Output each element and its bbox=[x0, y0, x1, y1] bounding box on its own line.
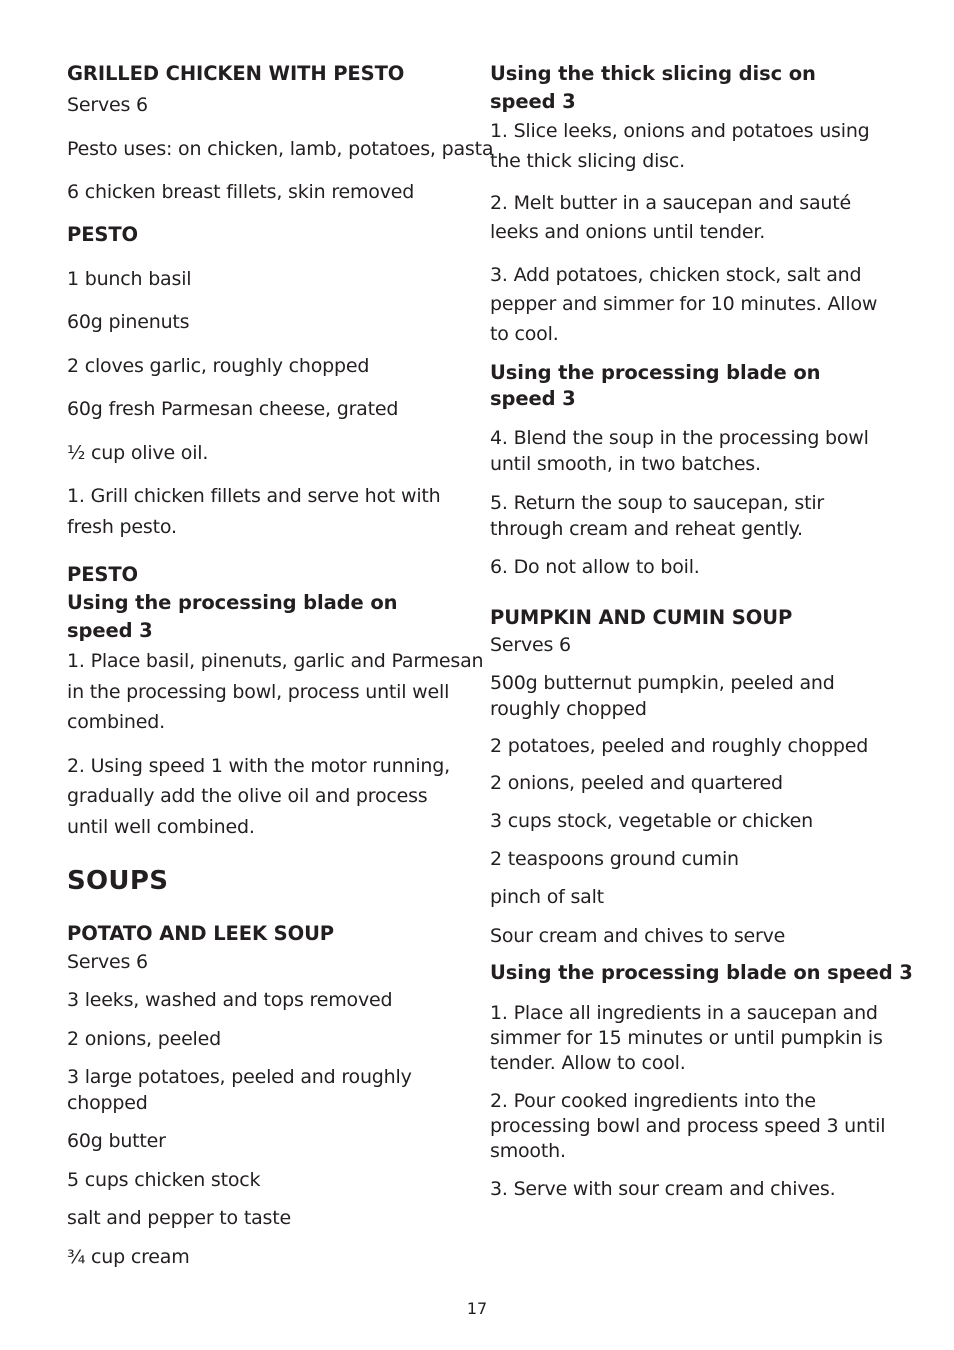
method-subheading: Using the processing blade on bbox=[67, 591, 398, 614]
method-step: through cream and reheat gently. bbox=[490, 518, 803, 540]
serves-text: Serves 6 bbox=[67, 951, 148, 973]
method-step: 1. Place basil, pinenuts, garlic and Parmesan bbox=[67, 650, 484, 672]
ingredient-line: pinch of salt bbox=[490, 886, 604, 908]
method-step: 4. Blend the soup in the processing bowl bbox=[490, 427, 869, 449]
ingredient-line: ¾ cup cream bbox=[67, 1246, 190, 1268]
method-step: until smooth, in two batches. bbox=[490, 453, 761, 475]
method-step: 1. Slice leeks, onions and potatoes using bbox=[490, 120, 870, 142]
method-subheading: speed 3 bbox=[490, 387, 576, 410]
method-step: 3. Serve with sour cream and chives. bbox=[490, 1178, 836, 1200]
ingredient-line: 2 potatoes, peeled and roughly chopped bbox=[490, 735, 869, 757]
method-step: combined. bbox=[67, 711, 165, 733]
method-step: 1. Place all ingredients in a saucepan and bbox=[490, 1002, 878, 1024]
ingredient-line: 500g butternut pumpkin, peeled and bbox=[490, 672, 835, 694]
ingredient-line: 2 onions, peeled bbox=[67, 1028, 221, 1050]
ingredient-line: ½ cup olive oil. bbox=[67, 442, 209, 464]
serves-text: Serves 6 bbox=[490, 634, 571, 656]
ingredient-line: Sour cream and chives to serve bbox=[490, 925, 786, 947]
method-step: fresh pesto. bbox=[67, 516, 177, 538]
method-step: tender. Allow to cool. bbox=[490, 1052, 686, 1074]
ingredient-line: 3 large potatoes, peeled and roughly bbox=[67, 1066, 412, 1088]
method-step: 2. Using speed 1 with the motor running, bbox=[67, 755, 450, 777]
method-step: 2. Pour cooked ingredients into the bbox=[490, 1090, 816, 1112]
pesto-uses-text: Pesto uses: on chicken, lamb, potatoes, pasta bbox=[67, 138, 494, 160]
method-step: pepper and simmer for 10 minutes. Allow bbox=[490, 293, 878, 315]
method-step: in the processing bowl, process until well bbox=[67, 681, 450, 703]
ingredient-line: 3 leeks, washed and tops removed bbox=[67, 989, 393, 1011]
method-subheading: speed 3 bbox=[490, 90, 576, 113]
method-step: gradually add the olive oil and process bbox=[67, 785, 428, 807]
ingredient-line: 2 onions, peeled and quartered bbox=[490, 772, 783, 794]
ingredient-line: chopped bbox=[67, 1092, 148, 1114]
method-step: until well combined. bbox=[67, 816, 255, 838]
ingredient-line: 1 bunch basil bbox=[67, 268, 192, 290]
ingredient-line: 60g pinenuts bbox=[67, 311, 190, 333]
ingredient-line: 2 cloves garlic, roughly chopped bbox=[67, 355, 370, 377]
recipe-title-potato-leek: POTATO AND LEEK SOUP bbox=[67, 922, 335, 945]
method-subheading: Using the thick slicing disc on bbox=[490, 62, 816, 85]
recipe-title-grilled-chicken: GRILLED CHICKEN WITH PESTO bbox=[67, 62, 405, 85]
page-number: 17 bbox=[466, 1299, 488, 1318]
method-step: 1. Grill chicken fillets and serve hot with bbox=[67, 485, 441, 507]
method-step: to cool. bbox=[490, 323, 559, 345]
recipe-title-pumpkin-cumin: PUMPKIN AND CUMIN SOUP bbox=[490, 606, 793, 629]
ingredient-line: 5 cups chicken stock bbox=[67, 1169, 261, 1191]
ingredient-line: roughly chopped bbox=[490, 698, 647, 720]
method-step: 2. Melt butter in a saucepan and sauté bbox=[490, 192, 852, 214]
method-step: 3. Add potatoes, chicken stock, salt and bbox=[490, 264, 862, 286]
section-title-pesto-method: PESTO bbox=[67, 563, 139, 586]
ingredient-line: 6 chicken breast fillets, skin removed bbox=[67, 181, 415, 203]
method-step: leeks and onions until tender. bbox=[490, 221, 766, 243]
ingredient-line: salt and pepper to taste bbox=[67, 1207, 291, 1229]
ingredient-line: 2 teaspoons ground cumin bbox=[490, 848, 739, 870]
method-step: processing bowl and process speed 3 until bbox=[490, 1115, 886, 1137]
method-step: 5. Return the soup to saucepan, stir bbox=[490, 492, 825, 514]
serves-text: Serves 6 bbox=[67, 94, 148, 116]
ingredient-line: 60g fresh Parmesan cheese, grated bbox=[67, 398, 399, 420]
ingredient-line: 60g butter bbox=[67, 1130, 166, 1152]
method-step: smooth. bbox=[490, 1140, 566, 1162]
method-subheading: Using the processing blade on bbox=[490, 361, 821, 384]
section-title-pesto: PESTO bbox=[67, 223, 139, 246]
method-step: 6. Do not allow to boil. bbox=[490, 556, 700, 578]
section-heading-soups: SOUPS bbox=[67, 866, 169, 896]
method-step: the thick slicing disc. bbox=[490, 150, 685, 172]
method-subheading: speed 3 bbox=[67, 619, 153, 642]
method-step: simmer for 15 minutes or until pumpkin is bbox=[490, 1027, 883, 1049]
ingredient-line: 3 cups stock, vegetable or chicken bbox=[490, 810, 813, 832]
method-subheading: Using the processing blade on speed 3 bbox=[490, 961, 913, 984]
